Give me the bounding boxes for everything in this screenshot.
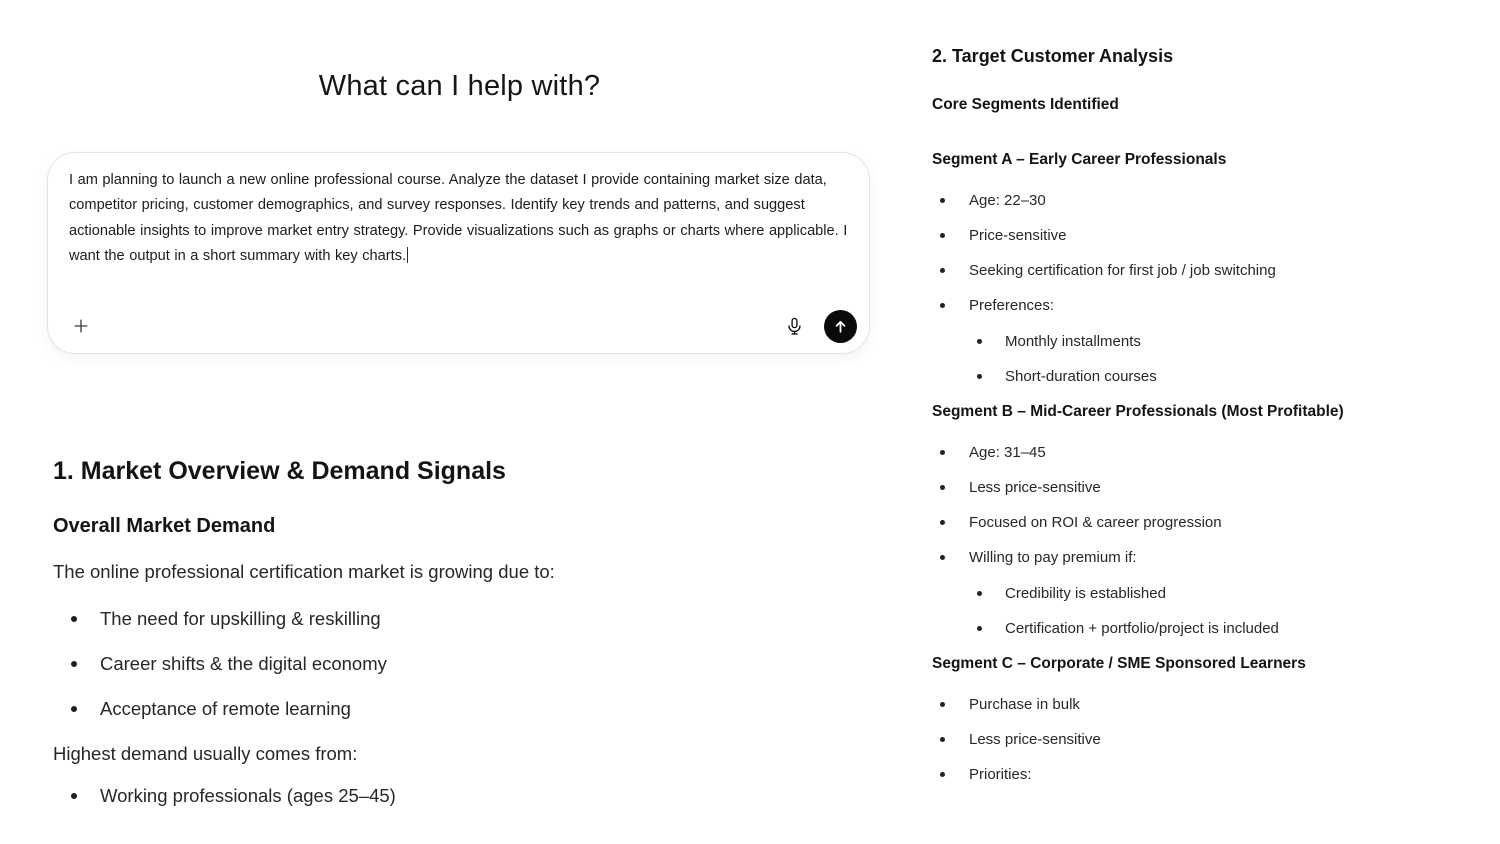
list-item: Age: 31–45: [932, 443, 1480, 463]
bullet-list: [932, 191, 1480, 387]
mic-button[interactable]: [778, 310, 811, 343]
intro-text: The online professional certification market is growing due to:: [53, 561, 555, 582]
list-item: [932, 548, 1480, 639]
sub-list-item: Monthly installments: [969, 332, 1480, 352]
text-cursor: [407, 247, 408, 263]
prompt-text: I am planning to launch a new online professional course. Analyze the dataset I provide containing market size data, competitor pricing, customer demographics, and survey responses. Identify key trends and patterns, and suggest actionable insights to improve market entry strategy. Provide visualizations such as graphs or charts where applicable. I want the output in a short summary with key charts.: [69, 172, 848, 265]
plus-button[interactable]: [64, 309, 97, 342]
list-item: Focused on ROI & career progression: [932, 513, 1480, 533]
send-button[interactable]: [824, 310, 857, 343]
list-item-label: Willing to pay premium if:: [969, 549, 1137, 566]
list-item-cutoff: Working professionals (ages 25–45): [53, 783, 733, 809]
bullet-list: [53, 783, 733, 809]
sub-bullet-list: [969, 584, 1480, 639]
list-item: Price-sensitive: [932, 226, 1480, 246]
list-item: The need for upskilling & reskilling: [53, 606, 733, 632]
list-item-label: Preferences:: [969, 297, 1055, 314]
demand-heading: Highest demand usually comes from:: [53, 743, 358, 764]
list-item: Less price-sensitive: [932, 478, 1480, 498]
bullet-list: [53, 606, 733, 722]
response-section-customer-analysis: [932, 45, 1480, 814]
list-item: Age: 22–30: [932, 191, 1480, 211]
microphone-icon: [784, 316, 805, 337]
list-item: Career shifts & the digital economy: [53, 651, 733, 677]
section-title: 2. Target Customer Analysis: [932, 46, 1174, 66]
sub-bullet-list: [969, 332, 1480, 387]
sub-list-item: Short-duration courses: [969, 367, 1480, 387]
list-item: Seeking certification for first job / job switching: [932, 261, 1480, 281]
page-title: What can I help with?: [318, 70, 601, 102]
section-title: 1. Market Overview & Demand Signals: [53, 457, 506, 485]
chat-composer: [47, 152, 870, 354]
list-item-cutoff: Priorities:: [932, 765, 1480, 785]
list-item: Acceptance of remote learning: [53, 696, 733, 722]
list-item: Purchase in bulk: [932, 695, 1480, 715]
prompt-input[interactable]: [69, 168, 851, 270]
segment-title: Segment B – Mid-Career Professionals (Most Profitable): [932, 403, 1344, 420]
subsection-title: Core Segments Identified: [932, 96, 1119, 113]
arrow-up-icon: [832, 318, 849, 335]
response-section-market-overview: [53, 456, 733, 812]
segment-title: Segment A – Early Career Professionals: [932, 151, 1227, 168]
list-item: Less price-sensitive: [932, 730, 1480, 750]
segment-title: Segment C – Corporate / SME Sponsored Learners: [932, 655, 1306, 672]
plus-icon: [71, 316, 91, 336]
subsection-title: Overall Market Demand: [53, 515, 276, 537]
sub-list-item: Certification + portfolio/project is included: [969, 619, 1480, 639]
bullet-list: [932, 695, 1480, 785]
sub-list-item: Credibility is established: [969, 584, 1480, 604]
bullet-list: [932, 443, 1480, 639]
list-item: [932, 296, 1480, 387]
